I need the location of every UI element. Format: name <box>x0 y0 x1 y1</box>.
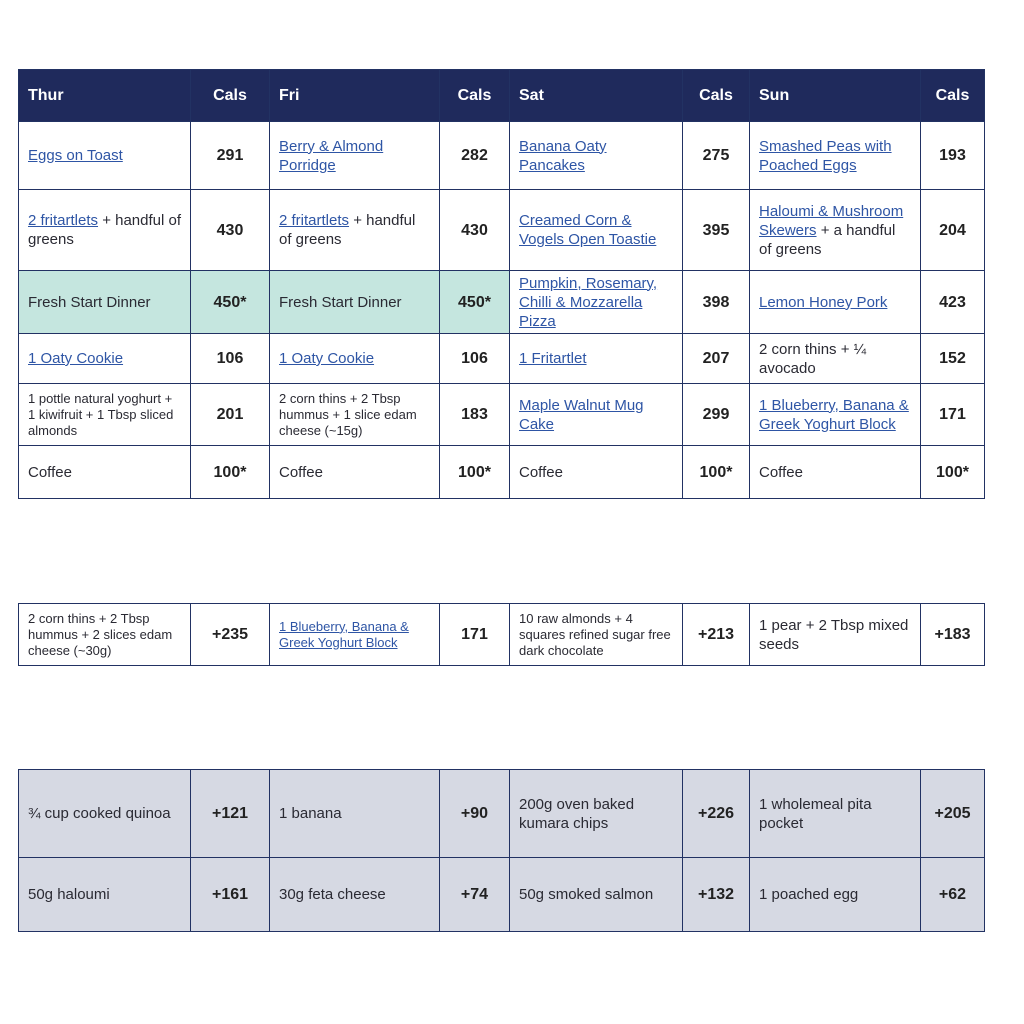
cals-cell: 171 <box>440 604 510 666</box>
meal-cell: 2 corn thins + 2 Tbsp hummus + 2 slices edam cheese (~30g) <box>19 604 191 666</box>
meal-cell: 2 corn thins + 2 Tbsp hummus + 1 slice edam cheese (~15g) <box>270 384 440 446</box>
meal-cell: 10 raw almonds + 4 squares refined sugar free dark chocolate <box>510 604 683 666</box>
meal-cell <box>19 122 191 190</box>
meal-cell <box>750 122 921 190</box>
meal-cell: Coffee <box>19 446 191 499</box>
cals-cell: +62 <box>921 858 985 932</box>
recipe-link[interactable]: Smashed Peas with Poached Eggs <box>759 137 892 174</box>
cals-cell: 193 <box>921 122 985 190</box>
recipe-link[interactable]: 2 fritartlets <box>279 212 350 229</box>
recipe-link[interactable]: 1 Blueberry, Banana & Greek Yoghurt Block <box>759 396 909 433</box>
meal-cell <box>750 190 921 271</box>
extras-table <box>18 769 985 932</box>
cals-cell: +74 <box>440 858 510 932</box>
cals-cell: 207 <box>683 334 750 384</box>
table-row <box>19 190 985 271</box>
cals-cell: +132 <box>683 858 750 932</box>
cals-cell: 395 <box>683 190 750 271</box>
meal-cell: 50g smoked salmon <box>510 858 683 932</box>
meal-cell: Coffee <box>510 446 683 499</box>
cals-cell: +205 <box>921 770 985 858</box>
cals-cell: 430 <box>191 190 270 271</box>
recipe-link[interactable]: 1 Blueberry, Banana & Greek Yoghurt Block <box>279 618 409 650</box>
meal-cell <box>270 122 440 190</box>
meal-cell <box>270 190 440 271</box>
cals-cell: 299 <box>683 384 750 446</box>
meal-cell: ¾ cup cooked quinoa <box>19 770 191 858</box>
meal-cell <box>510 384 683 446</box>
recipe-link[interactable]: Banana Oaty Pancakes <box>519 137 607 174</box>
meal-cell: 50g haloumi <box>19 858 191 932</box>
cals-cell: +161 <box>191 858 270 932</box>
header-fri: Fri <box>270 70 440 122</box>
recipe-link[interactable]: Pumpkin, Rosemary, Chilli & Mozzarella Pizza <box>519 274 658 330</box>
table-row <box>19 446 985 499</box>
meal-cell: 2 corn thins + ¼ avocado <box>750 334 921 384</box>
meal-cell: 1 poached egg <box>750 858 921 932</box>
meal-cell: 1 pear + 2 Tbsp mixed seeds <box>750 604 921 666</box>
recipe-link[interactable]: 1 Oaty Cookie <box>28 350 124 367</box>
snack-table <box>18 603 985 666</box>
table-row <box>19 604 985 666</box>
cals-cell: 204 <box>921 190 985 271</box>
header-thur: Thur <box>19 70 191 122</box>
meal-cell <box>510 334 683 384</box>
meal-cell <box>510 122 683 190</box>
table-row <box>19 122 985 190</box>
cals-cell: 106 <box>191 334 270 384</box>
cals-cell: 152 <box>921 334 985 384</box>
meal-cell: 1 banana <box>270 770 440 858</box>
meal-cell <box>750 384 921 446</box>
cals-cell: 171 <box>921 384 985 446</box>
recipe-link[interactable]: 1 Oaty Cookie <box>279 350 375 367</box>
header-cals: Cals <box>440 70 510 122</box>
cals-cell: +90 <box>440 770 510 858</box>
header-cals: Cals <box>921 70 985 122</box>
cals-cell: +226 <box>683 770 750 858</box>
cals-cell: 100* <box>191 446 270 499</box>
meal-cell: 1 wholemeal pita pocket <box>750 770 921 858</box>
header-cals: Cals <box>683 70 750 122</box>
recipe-link[interactable]: 1 Fritartlet <box>519 350 587 367</box>
meal-text: + handful of greens <box>279 212 416 248</box>
cals-cell: 100* <box>683 446 750 499</box>
cals-cell: +213 <box>683 604 750 666</box>
cals-cell: 398 <box>683 271 750 334</box>
meal-cell: Fresh Start Dinner <box>270 271 440 334</box>
meal-cell: 200g oven baked kumara chips <box>510 770 683 858</box>
header-row <box>19 70 985 122</box>
cals-cell: 201 <box>191 384 270 446</box>
table-row <box>19 271 985 334</box>
cals-cell: 450* <box>440 271 510 334</box>
recipe-link[interactable]: Lemon Honey Pork <box>759 293 888 311</box>
recipe-link[interactable]: 2 fritartlets <box>28 212 99 229</box>
recipe-link[interactable]: Haloumi & Mushroom Skewers <box>759 202 904 239</box>
cals-cell: 282 <box>440 122 510 190</box>
table-row <box>19 770 985 858</box>
cals-cell: 275 <box>683 122 750 190</box>
recipe-link[interactable]: Berry & Almond Porridge <box>279 137 384 174</box>
meal-cell <box>510 190 683 271</box>
cals-cell: 100* <box>921 446 985 499</box>
meal-cell: Coffee <box>270 446 440 499</box>
cals-cell: 106 <box>440 334 510 384</box>
meal-text: + handful of greens <box>28 212 182 248</box>
recipe-link[interactable]: Maple Walnut Mug Cake <box>519 396 644 433</box>
meal-text: + a handful of greens <box>759 221 896 258</box>
cals-cell: 291 <box>191 122 270 190</box>
cals-cell: +121 <box>191 770 270 858</box>
table-row <box>19 858 985 932</box>
meal-cell <box>510 271 683 334</box>
recipe-link[interactable]: Eggs on Toast <box>28 147 123 164</box>
cals-cell: +235 <box>191 604 270 666</box>
header-cals: Cals <box>191 70 270 122</box>
cals-cell: 450* <box>191 271 270 334</box>
meal-cell: 1 pottle natural yoghurt + 1 kiwifruit + 1 Tbsp sliced almonds <box>19 384 191 446</box>
header-sat: Sat <box>510 70 683 122</box>
meal-cell: Fresh Start Dinner <box>19 271 191 334</box>
cals-cell: 100* <box>440 446 510 499</box>
meal-cell <box>270 604 440 666</box>
meal-cell <box>19 190 191 271</box>
recipe-link[interactable]: Creamed Corn & Vogels Open Toastie <box>519 212 657 248</box>
table-row <box>19 334 985 384</box>
header-sun: Sun <box>750 70 921 122</box>
meal-plan-table <box>18 69 985 499</box>
meal-cell <box>750 271 921 334</box>
cals-cell: 423 <box>921 271 985 334</box>
meal-cell: Coffee <box>750 446 921 499</box>
meal-cell <box>270 334 440 384</box>
cals-cell: 183 <box>440 384 510 446</box>
meal-cell: 30g feta cheese <box>270 858 440 932</box>
cals-cell: 430 <box>440 190 510 271</box>
cals-cell: +183 <box>921 604 985 666</box>
meal-cell <box>19 334 191 384</box>
table-row <box>19 384 985 446</box>
